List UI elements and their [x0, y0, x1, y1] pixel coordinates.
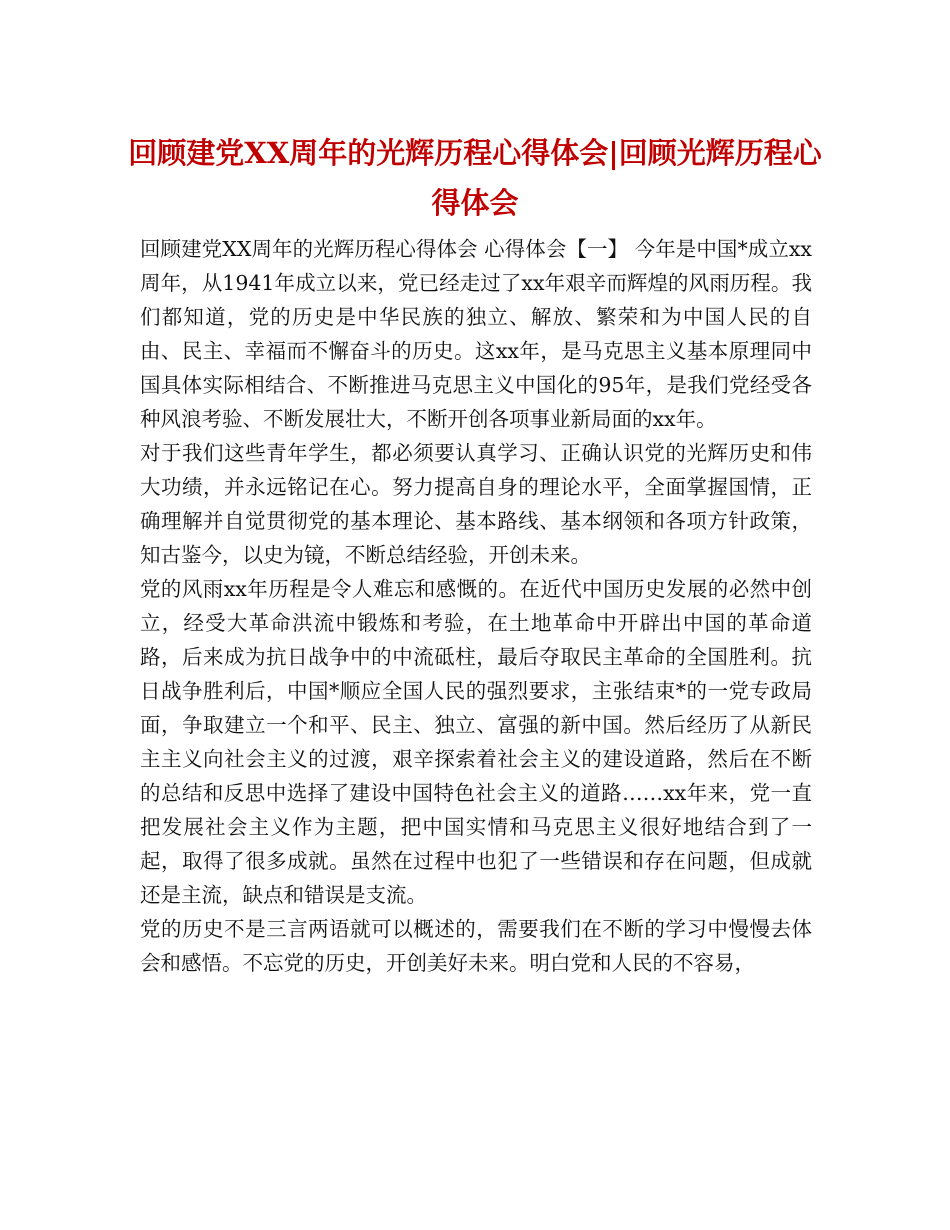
document-title: 回顾建党XX周年的光辉历程心得体会|回顾光辉历程心得体会 — [128, 136, 822, 220]
paragraph-2: 对于我们这些青年学生，都必须要认真学习、正确认识党的光辉历史和伟大功绩，并永远铭记在心。努力提高自身的理论水平，全面掌握国情，正确理解并自觉贯彻党的基本理论、基本路线、基本纲领和各项方针政策，知古鉴今，以史为镜，不断总结经验，开创未来。 — [140, 441, 812, 567]
document-body — [140, 232, 812, 980]
paragraph-4: 党的历史不是三言两语就可以概述的，需要我们在不断的学习中慢慢去体会和感悟。不忘党的历史，开创美好未来。明白党和人民的不容易， — [140, 917, 812, 975]
paragraph-1: 回顾建党XX周年的光辉历程心得体会 心得体会【一】 今年是中国*成立xx周年，从1941年成立以来，党已经走过了xx年艰辛而辉煌的风雨历程。我们都知道，党的历史是中华民族的独立、解放、繁荣和为中国人民的自由、民主、幸福而不懈奋斗的历史。这xx年，是马克思主义基本原理同中国具体实际相结合、不断推进马克思主义中国化的95年，是我们党经受各种风浪考验、不断发展壮大，不断开创各项事业新局面的xx年。 — [140, 237, 812, 431]
paragraph-3: 党的风雨xx年历程是令人难忘和感慨的。在近代中国历史发展的必然中创立，经受大革命洪流中锻炼和考验，在土地革命中开辟出中国的革命道路，后来成为抗日战争中的中流砥柱，最后夺取民主革命的全国胜利。抗日战争胜利后，中国*顺应全国人民的强烈要求，主张结束*的一党专政局面，争取建立一个和平、民主、独立、富强的新中国。然后经历了从新民主主义向社会主义的过渡，艰辛探索着社会主义的建设道路，然后在不断的总结和反思中选择了建设中国特色社会主义的道路……xx年来，党一直把发展社会主义作为主题，把中国实情和马克思主义很好地结合到了一起，取得了很多成就。虽然在过程中也犯了一些错误和存在问题，但成就还是主流，缺点和错误是支流。 — [140, 577, 812, 907]
